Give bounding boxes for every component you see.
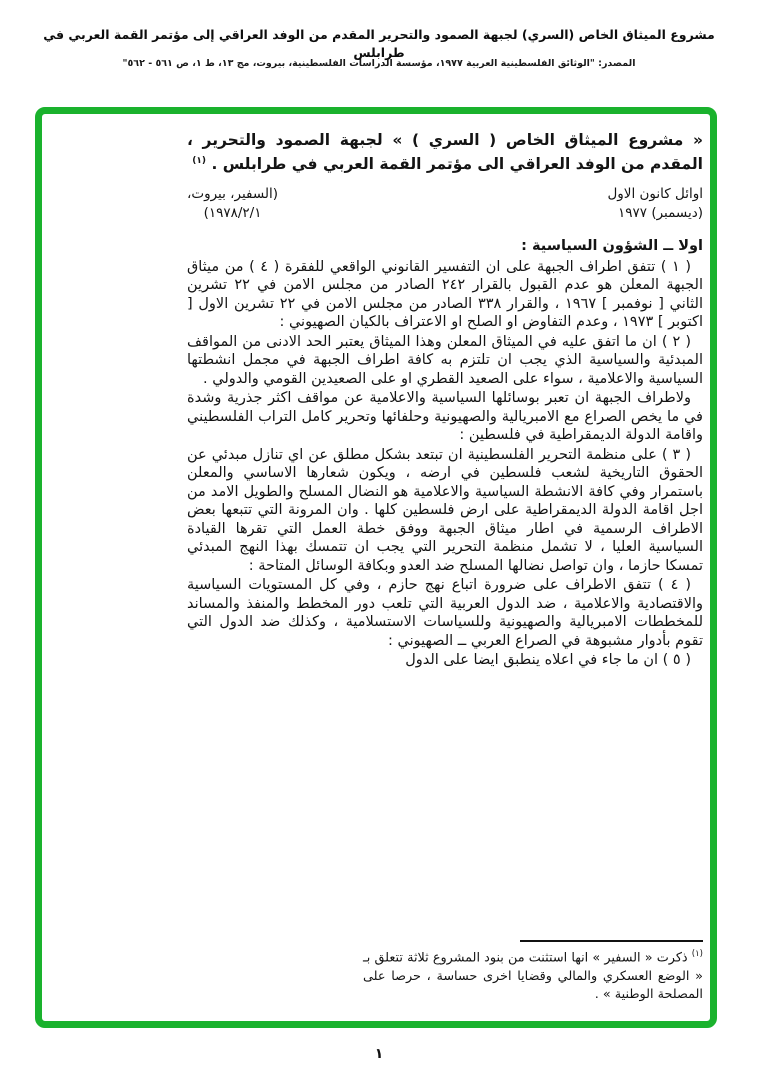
dateline-publication (187, 185, 278, 223)
paragraph-3: ( ٣ ) على منظمة التحرير الفلسطينية ان تبتعد بشكل مطلق عن اي تنازل مبدئي عن الحقوق التاريخية لشعب فلسطين في ارضه ، ويكون شعارها الاساسي والمعلن باستمرار وفي كافة الانشطة السياسية والاعلامية هو النضال المسلح والطويل الامد من اجل اقامة الدولة الديمقراطية على ارض فلسطين كلها . وان المرونة التي تتبعها بعض الاطراف الرسمية في اطار ميثاق الجبهة ووفق خطة العمل التي تقرها القيادة السياسية العليا ، لا تشمل منظمة التحرير التي يجب ان تتمسك بهذا النهج المبدئي تمسكا حازما ، وان تواصل نضالها المسلح ضد العدو وبكافة الوسائل المتاحة : (187, 446, 703, 574)
dateline-date-line2: (ديسمبر) ١٩٧٧ (618, 205, 703, 222)
footnote-text-block (363, 945, 703, 1005)
footnote-separator-rule (520, 940, 703, 942)
footnote-reference-marker: (١) (192, 156, 207, 166)
section-heading-political-affairs: اولا ــ الشؤون السياسية : (521, 238, 703, 255)
paragraph-5: ( ٥ ) ان ما جاء في اعلاه ينطبق ايضا على الدول (405, 652, 691, 669)
dateline-publication-line1: (السفير، بيروت، (187, 186, 279, 203)
dateline (187, 185, 703, 223)
footnote-marker: (١) (691, 949, 703, 959)
paragraph-2b: ولاطراف الجبهة ان تعبر بوسائلها السياسية والاعلامية عن مواقف اكثر جذرية وشدة في ما يخص الصراع مع الامبريالية والصهيونية وحلفائها وتحرير كامل التراب الفلسطيني واقامة الدولة الديمقراطية في فلسطين : (187, 390, 703, 444)
document-body (187, 130, 703, 671)
paragraph-1: ( ١ ) تتفق اطراف الجبهة على ان التفسير القانوني الواقعي للفقرة ( ٤ ) من ميثاق الجبهة المعلن هو عدم القبول بالقرار ٢٤٢ الصادر من مجلس الامن في ٢٢ تشرين الثاني [ نوفمبر ] ١٩٦٧ ، والقرار ٣٣٨ الصادر من مجلس الامن في ٢٢ تشرين الاول [ اكتوبر ] ١٩٧٣ ، وعدم التفاوض او الصلح او الاعتراف بالكيان الصهيوني : (187, 258, 703, 331)
footnote (363, 940, 703, 1005)
dateline-publication-line2: ١٩٧٨/٢/١) (203, 205, 262, 222)
document-title-text: « مشروع الميثاق الخاص ( السري ) » لجبهة الصمود والتحرير ، المقدم من الوفد العراقي الى مؤتمر القمة العربي في طرابلس . (187, 131, 703, 174)
dateline-date-line1: اوائل كانون الاول (607, 186, 703, 203)
dateline-date (607, 185, 703, 223)
footnote-text: ذكرت « السفير » انها استثنت من بنود المشروع ثلاثة تتعلق بـ « الوضع العسكري والمالي وقضايا اخرى حساسة ، حرصا على المصلحة الوطنية » . (363, 950, 703, 1003)
header-title: مشروع الميثاق الخاص (السري) لجبهة الصمود والتحرير المقدم من الوفد العراقي إلى مؤتمر القمة العربي في طرابلس (43, 27, 715, 60)
document-title (187, 130, 703, 175)
header-source-citation: المصدر: "الوثائق الفلسطينية العربية ١٩٧٧، مؤسسة الدراسات الفلسطينية، بيروت، مج ١٣، ط ١، ص ٥٦١ - ٥٦٢" (122, 58, 636, 69)
paragraph-2: ( ٢ ) ان ما اتفق عليه في الميثاق المعلن وهذا الميثاق يعتبر الحد الادنى من المواقف المبدئية والسياسية الذي يجب ان تلتزم به كافة اطراف الجبهة في مجمل انشطتها السياسية والاعلامية ، سواء على الصعيد القطري او على الصعيدين القومي والدولي . (187, 333, 703, 387)
page-number: ١ (374, 1046, 384, 1062)
paragraph-4: ( ٤ ) تتفق الاطراف على ضرورة اتباع نهج حازم ، وفي كل المستويات السياسية والاقتصادية والاعلامية ، ضد الدول العربية التي تلعب دور المخطط والمنفذ والمساند للمخططات الامبريالية والصهيونية وللسياسات الاستسلامية ، وكذلك ضد الدول التي تقوم بأدوار مشبوهة في الصراع العربي ــ الصهيوني : (187, 577, 703, 649)
